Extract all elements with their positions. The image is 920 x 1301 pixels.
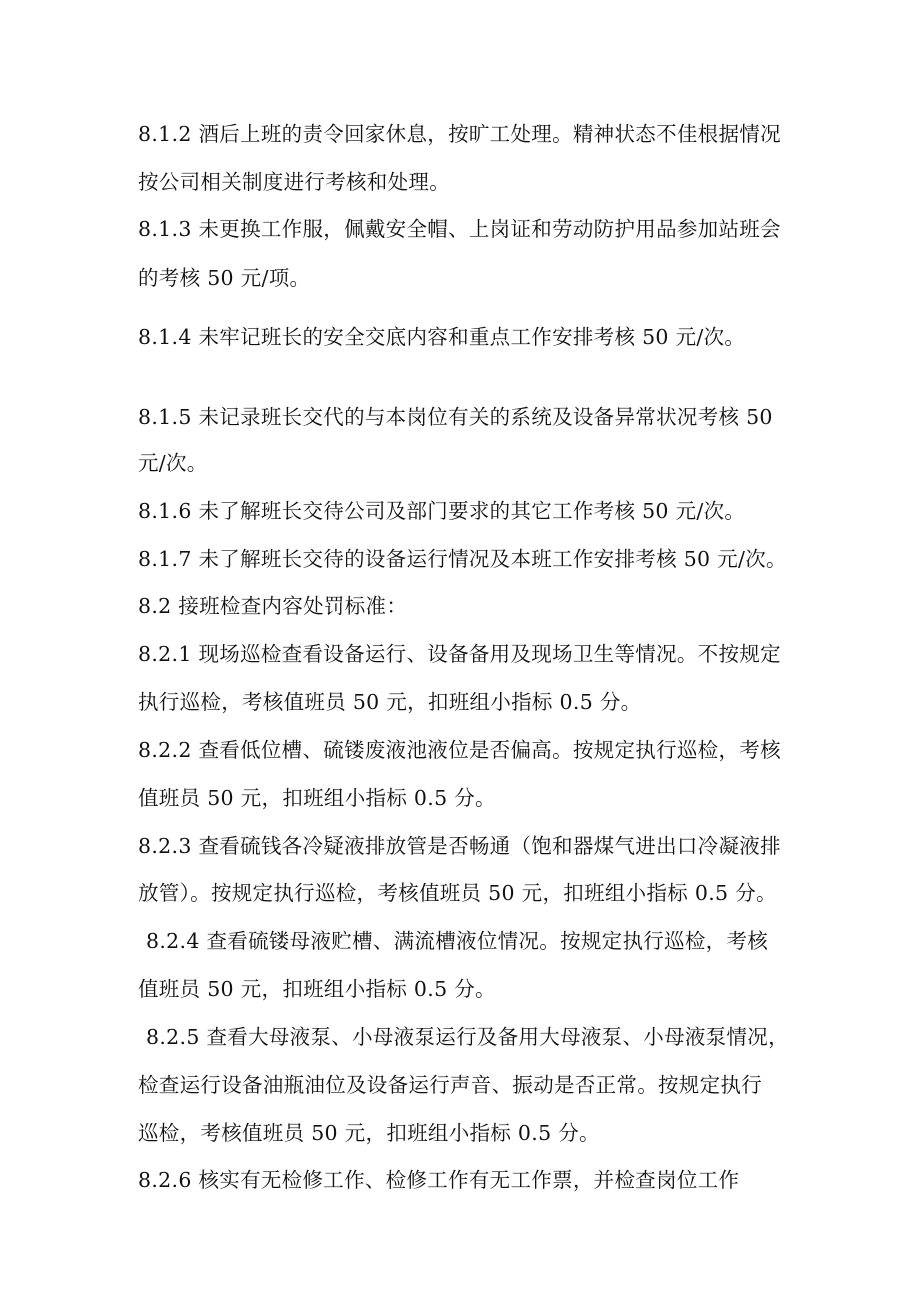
text-line: 巡检，考核值班员 50 元，扣班组小指标 0.5 分。 bbox=[138, 1121, 600, 1145]
text-line: 8.2.2 查看低位槽、硫镂废液池液位是否偏高。按规定执行巡检，考核 bbox=[138, 738, 781, 762]
text-line: 8.1.2 酒后上班的责令回家休息，按旷工处理。精神状态不佳根据情况 bbox=[138, 122, 781, 146]
text-line: 元/次。 bbox=[138, 451, 208, 475]
text-line: 执行巡检，考核值班员 50 元，扣班组小指标 0.5 分。 bbox=[138, 690, 642, 714]
text-line: 8.2.5 查看大母液泵、小母液泵运行及备用大母液泵、小母液泵情况， bbox=[146, 1025, 789, 1049]
text-line: 8.1.7 未了解班长交待的设备运行情况及本班工作安排考核 50 元/次。 bbox=[138, 547, 787, 571]
text-line: 8.2.3 查看硫钱各冷疑液排放管是否畅通（饱和器煤气进出口冷凝液排 bbox=[138, 834, 781, 858]
text-line: 按公司相关制度进行考核和处理。 bbox=[138, 170, 450, 194]
text-line: 8.2.4 查看硫镂母液贮槽、满流槽液位情况。按规定执行巡检，考核 bbox=[146, 929, 769, 953]
text-line: 值班员 50 元，扣班组小指标 0.5 分。 bbox=[138, 977, 496, 1001]
text-line: 8.1.4 未牢记班长的安全交底内容和重点工作安排考核 50 元/次。 bbox=[138, 325, 746, 349]
text-line: 放管）。按规定执行巡检，考核值班员 50 元，扣班组小指标 0.5 分。 bbox=[138, 881, 777, 905]
section-heading: 8.2 接班检查内容处罚标准： bbox=[138, 594, 408, 618]
text-line: 8.1.5 未记录班长交代的与本岗位有关的系统及设备异常状况考核 50 bbox=[138, 405, 773, 429]
text-line: 检查运行设备油瓶油位及设备运行声音、振动是否正常。按规定执行 bbox=[138, 1073, 762, 1097]
text-line: 8.2.1 现场巡检查看设备运行、设备备用及现场卫生等情况。不按规定 bbox=[138, 642, 781, 666]
text-line: 8.2.6 核实有无检修工作、检修工作有无工作票，并检查岗位工作 bbox=[138, 1168, 740, 1192]
text-line: 的考核 50 元/项。 bbox=[138, 266, 311, 290]
text-line: 8.1.6 未了解班长交待公司及部门要求的其它工作考核 50 元/次。 bbox=[138, 499, 746, 523]
text-line: 8.1.3 未更换工作服，佩戴安全帽、上岗证和劳动防护用品参加站班会 bbox=[138, 217, 781, 241]
text-line: 值班员 50 元，扣班组小指标 0.5 分。 bbox=[138, 786, 496, 810]
